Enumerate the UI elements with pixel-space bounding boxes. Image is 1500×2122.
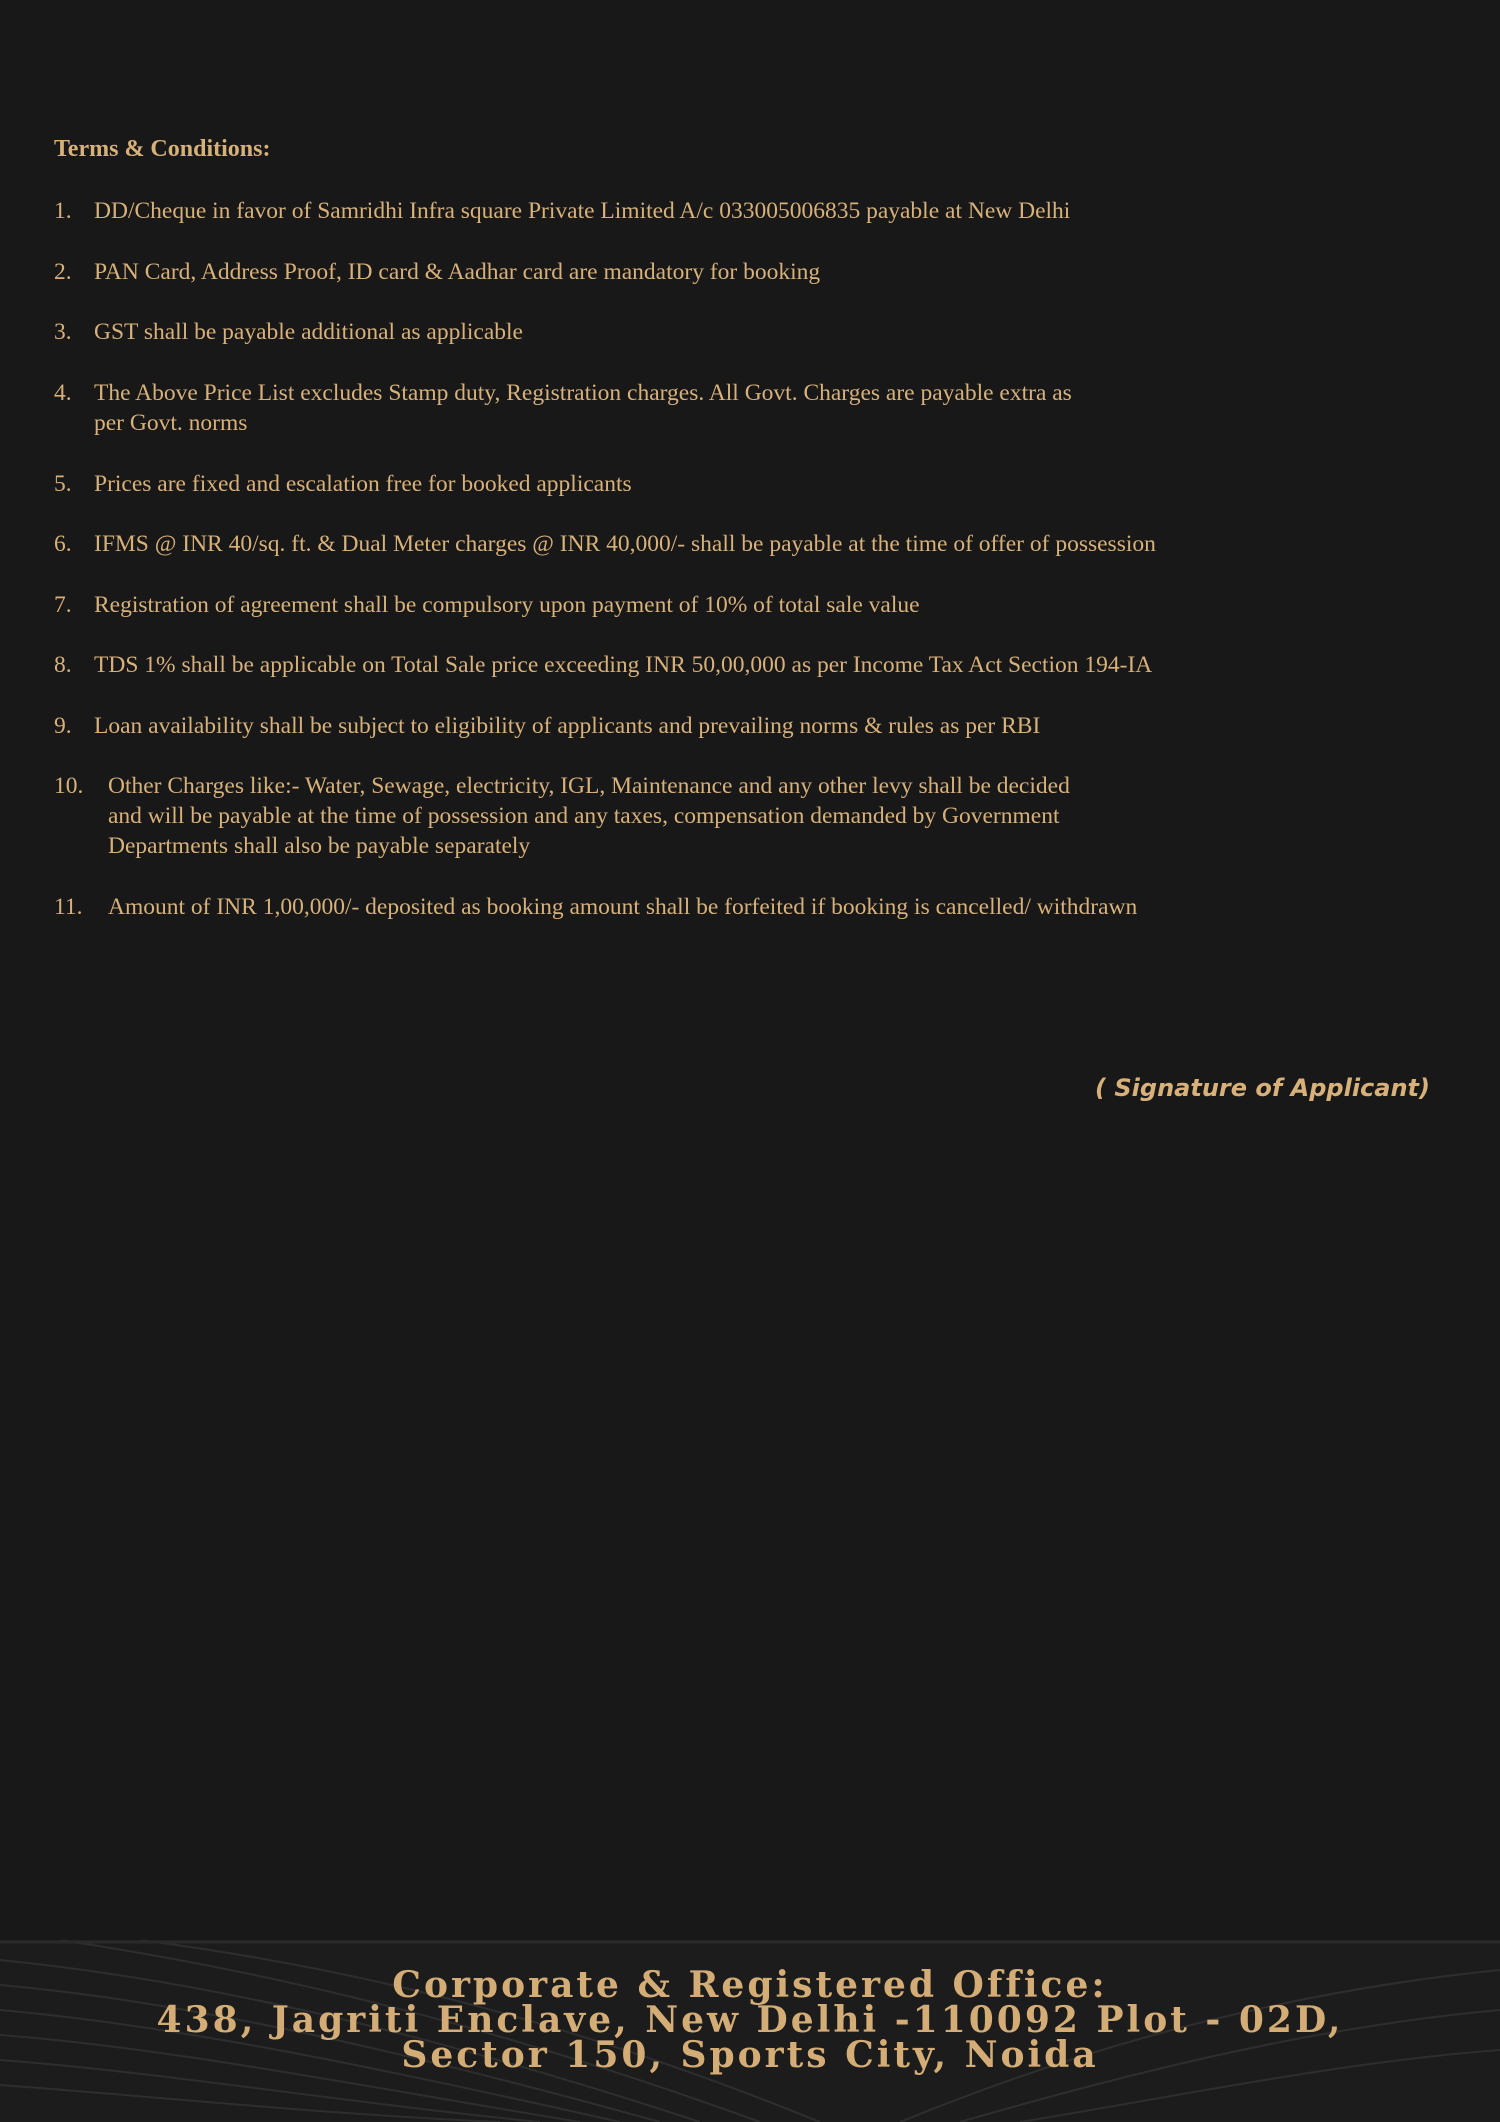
term-item	[54, 317, 1394, 347]
term-number: 7.	[54, 592, 72, 618]
signature-label: ( Signature of Applicant)	[1095, 1074, 1430, 1102]
terms-title: Terms & Conditions:	[54, 136, 271, 162]
term-number: 6.	[54, 531, 72, 557]
term-text: DD/Cheque in favor of Samridhi Infra square Private Limited A/c 033005006835 payable at New Delhi	[94, 198, 1071, 224]
term-item	[54, 650, 1394, 680]
term-text: PAN Card, Address Proof, ID card & Aadhar card are mandatory for booking	[94, 259, 821, 285]
term-text: Prices are fixed and escalation free for booked applicants	[94, 471, 632, 497]
term-item	[54, 771, 1394, 861]
term-item	[54, 196, 1394, 226]
term-text: Registration of agreement shall be compulsory upon payment of 10% of total sale value	[94, 592, 920, 618]
footer-heading: Corporate & Registered Office:	[392, 1964, 1108, 2006]
term-number: 3.	[54, 319, 72, 345]
term-text: GST shall be payable additional as applicable	[94, 319, 523, 345]
term-number: 4.	[54, 380, 72, 406]
term-number: 8.	[54, 652, 72, 678]
footer-address-line: 438, Jagriti Enclave, New Delhi -110092 Plot - 02D,	[156, 1999, 1344, 2041]
term-text: IFMS @ INR 40/sq. ft. & Dual Meter charges @ INR 40,000/- shall be payable at the time of offer of possession	[94, 531, 1156, 557]
term-text: TDS 1% shall be applicable on Total Sale price exceeding INR 50,00,000 as per Income Tax Act Section 194-IA	[94, 652, 1153, 678]
term-number: 11.	[54, 894, 83, 920]
term-item	[54, 892, 1394, 922]
footer	[0, 1940, 1500, 2122]
term-number: 10.	[54, 773, 84, 799]
term-number: 2.	[54, 259, 72, 285]
term-text: The Above Price List excludes Stamp duty, Registration charges. All Govt. Charges are payable extra as per Govt. norms	[94, 380, 1072, 436]
term-item	[54, 590, 1394, 620]
term-text: Amount of INR 1,00,000/- deposited as booking amount shall be forfeited if booking is cancelled/ withdrawn	[108, 894, 1138, 920]
term-item	[54, 529, 1394, 559]
footer-address-line: Sector 150, Sports City, Noida	[401, 2034, 1099, 2076]
term-text: Loan availability shall be subject to eligibility of applicants and prevailing norms & rules as per RBI	[94, 713, 1041, 739]
footer-address	[0, 1964, 1500, 2076]
term-number: 1.	[54, 198, 72, 224]
term-item	[54, 257, 1394, 287]
term-number: 9.	[54, 713, 72, 739]
term-number: 5.	[54, 471, 72, 497]
term-item	[54, 378, 1394, 438]
term-text: Other Charges like:- Water, Sewage, electricity, IGL, Maintenance and any other levy shall be decided and will be payable at the time of possession and any taxes, compensation demanded by Government Departments shall also be payable separately	[108, 773, 1070, 859]
term-item	[54, 711, 1394, 741]
term-item	[54, 469, 1394, 499]
